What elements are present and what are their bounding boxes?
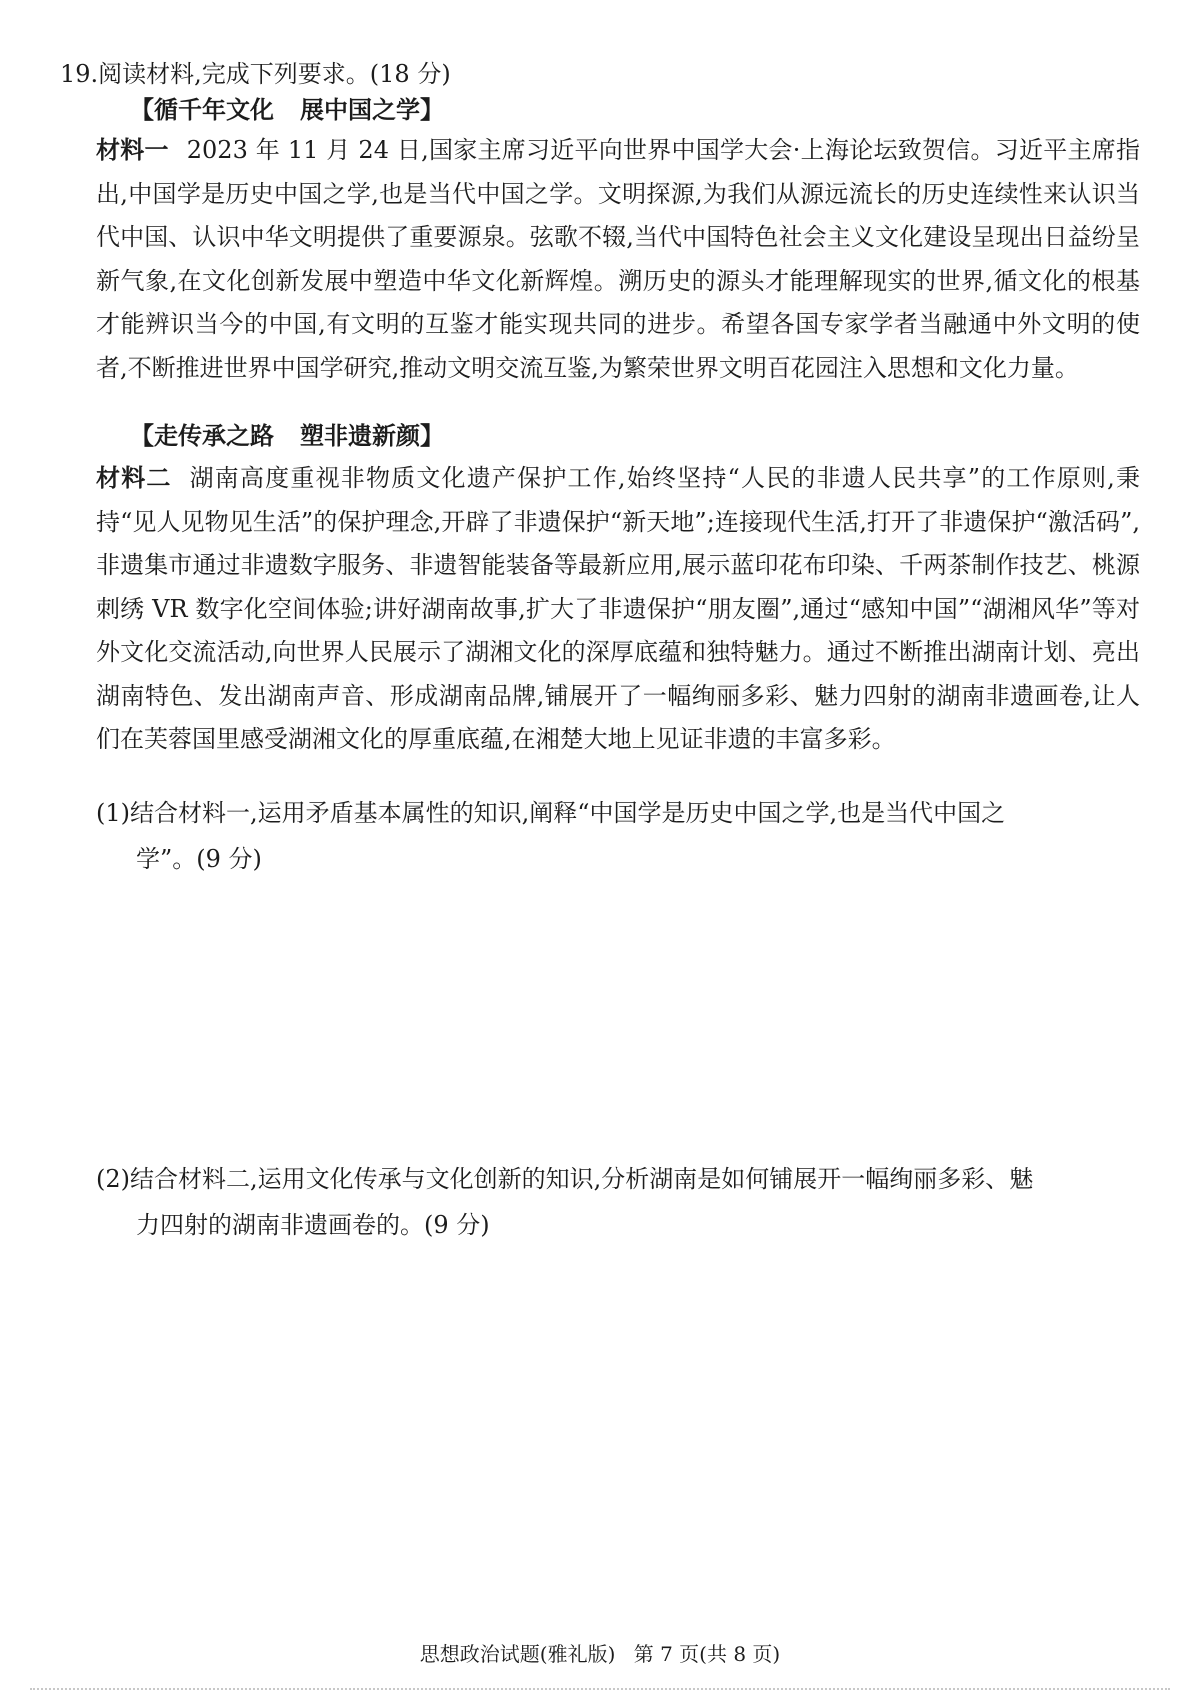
sub-question-1-line-1: (1)结合材料一,运用矛盾基本属性的知识,阐释“中国学是历史中国之学,也是当代中国之 <box>96 799 1006 827</box>
sub-question-2 <box>96 1156 1140 1248</box>
question-title: 19.阅读材料,完成下列要求。(18 分) <box>60 60 451 88</box>
page-footer <box>0 1640 1200 1668</box>
footer-page-number: 第 7 页(共 8 页) <box>633 1642 781 1666</box>
material-1 <box>96 128 1140 390</box>
material-2-label: 材料二 <box>96 463 172 492</box>
sub-question-2-line-1: (2)结合材料二,运用文化传承与文化创新的知识,分析湖南是如何铺展开一幅绚丽多彩、魅 <box>96 1165 1034 1193</box>
section-heading-2 <box>130 418 444 454</box>
sub-question-2-line-2: 力四射的湖南非遗画卷的。(9 分) <box>136 1211 490 1239</box>
material-1-label: 材料一 <box>96 135 169 164</box>
bottom-dotted-divider <box>30 1688 1170 1690</box>
footer-exam-name: 思想政治试题(雅礼版) <box>419 1642 616 1666</box>
material-1-text: 2023 年 11 月 24 日,国家主席习近平向世界中国学大会·上海论坛致贺信。习近平主席指出,中国学是历史中国之学,也是当代中国之学。文明探源,为我们从源远流长的历史连续性来认识当代中国、认识中华文明提供了重要源泉。弦歌不辍,当代中国特色社会主义文化建设呈现出日益纷呈新气象,在文化创新发展中塑造中华文化新辉煌。溯历史的源头才能理解现实的世界,循文化的根基才能辨识当今的中国,有文明的互鉴才能实现共同的进步。希望各国专家学者当融通中外文明的使者,不断推进世界中国学研究,推动文明交流互鉴,为繁荣世界文明百花园注入思想和文化力量。 <box>96 136 1140 382</box>
section-heading-1-part-a: 【循千年文化 <box>130 95 274 124</box>
section-heading-1-part-b: 展中国之学】 <box>300 95 444 124</box>
section-heading-2-part-a: 【走传承之路 <box>130 421 274 450</box>
sub-question-1 <box>96 790 1140 882</box>
sub-question-1-line-2: 学”。(9 分) <box>136 845 262 873</box>
material-2 <box>96 456 1140 762</box>
material-2-text: 湖南高度重视非物质文化遗产保护工作,始终坚持“人民的非遗人民共享”的工作原则,秉持“见人见物见生活”的保护理念,开辟了非遗保护“新天地”;连接现代生活,打开了非遗保护“激活码”,非遗集市通过非遗数字服务、非遗智能装备等最新应用,展示蓝印花布印染、千两茶制作技艺、桃源刺绣 VR 数字化空间体验;讲好湖南故事,扩大了非遗保护“朋友圈”,通过“感知中国”“湖湘风华”等对外文化交流活动,向世界人民展示了湖湘文化的深厚底蕴和独特魅力。通过不断推出湖南计划、亮出湖南特色、发出湖南声音、形成湖南品牌,铺展开了一幅绚丽多彩、魅力四射的湖南非遗画卷,让人们在芙蓉国里感受湖湘文化的厚重底蕴,在湘楚大地上见证非遗的丰富多彩。 <box>96 464 1141 753</box>
section-heading-2-part-b: 塑非遗新颜】 <box>300 421 444 450</box>
section-heading-1 <box>130 92 444 128</box>
